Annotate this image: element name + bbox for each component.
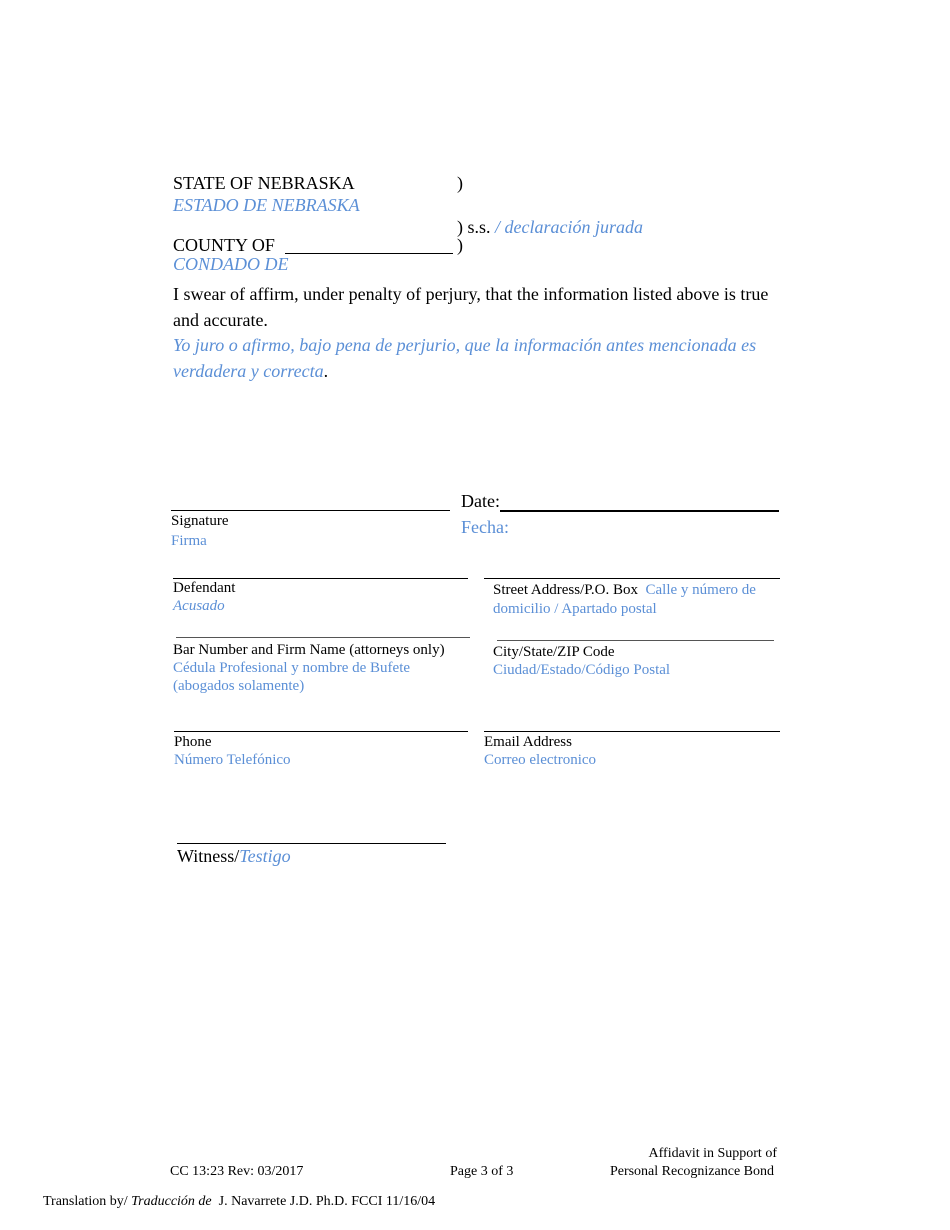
bar-label-es-1: Cédula Profesional y nombre de Bufete [173,660,411,676]
email-label: Email Address [484,734,572,750]
city-label: City/State/ZIP Code [493,644,615,660]
translation-by-es: Traducción de [131,1194,212,1209]
email-label-es: Correo electronico [484,752,597,768]
city-line[interactable] [497,640,774,641]
oath-text-es-block [173,332,773,384]
oath-text-es: Yo juro o afirmo, bajo pena de perjurio, que la información antes mencionada es verdadera y correcta [173,335,757,381]
oath-period: . [323,361,329,381]
translator: J. Navarrete J.D. Ph.D. FCCI 11/16/04 [211,1194,436,1209]
defendant-label-es: Acusado [173,598,225,614]
venue-paren-1: ) [457,173,463,193]
street-label: Street Address/P.O. Box [493,582,639,598]
bar-label-es-2: (abogados solamente) [173,678,305,694]
street-line[interactable] [484,578,780,579]
footer-title-line2: Personal Recognizance Bond [609,1164,774,1179]
city-label-es: Ciudad/Estado/Código Postal [493,662,671,678]
witness-line[interactable] [177,843,446,844]
county-blank[interactable] [285,253,453,254]
date-line[interactable] [500,510,779,512]
county-label: COUNTY OF [173,235,275,255]
footer-title-line1: Affidavit in Support of [648,1146,777,1161]
defendant-line[interactable] [173,578,468,579]
witness-label-block [177,846,291,867]
state-label-es: ESTADO DE NEBRASKA [173,195,360,215]
date-label-es: Fecha: [461,517,509,537]
translation-by: Translation by/ [43,1194,132,1209]
ss-label-es: / declaración jurada [490,217,643,237]
date-label: Date: [461,491,500,511]
phone-line[interactable] [174,731,468,732]
ss-label [457,217,643,238]
page-number: Page 3 of 3 [450,1164,514,1179]
ss-label-en: ) s.s. [457,217,491,237]
email-line[interactable] [484,731,780,732]
bar-label: Bar Number and Firm Name (attorneys only) [173,642,445,658]
signature-label: Signature [171,513,229,529]
state-label: STATE OF NEBRASKA [173,173,355,193]
street-label-es: Calle y número de domicilio / Apartado postal [493,582,756,617]
phone-label: Phone [174,734,212,750]
signature-label-es: Firma [171,533,207,549]
witness-label: Witness/ [177,846,240,866]
street-block [493,581,778,619]
venue-paren-2: ) [457,235,463,255]
county-label-es: CONDADO DE [173,254,289,274]
oath-text-en: I swear of affirm, under penalty of perjury, that the information listed above is true and accurate. [173,284,769,330]
translation-credit [43,1194,435,1210]
witness-label-es: Testigo [239,846,291,866]
signature-line[interactable] [171,510,450,511]
form-id: CC 13:23 Rev: 03/2017 [170,1164,304,1179]
phone-label-es: Número Telefónico [174,752,291,768]
bar-number-line[interactable] [176,637,470,638]
defendant-label: Defendant [173,580,236,596]
